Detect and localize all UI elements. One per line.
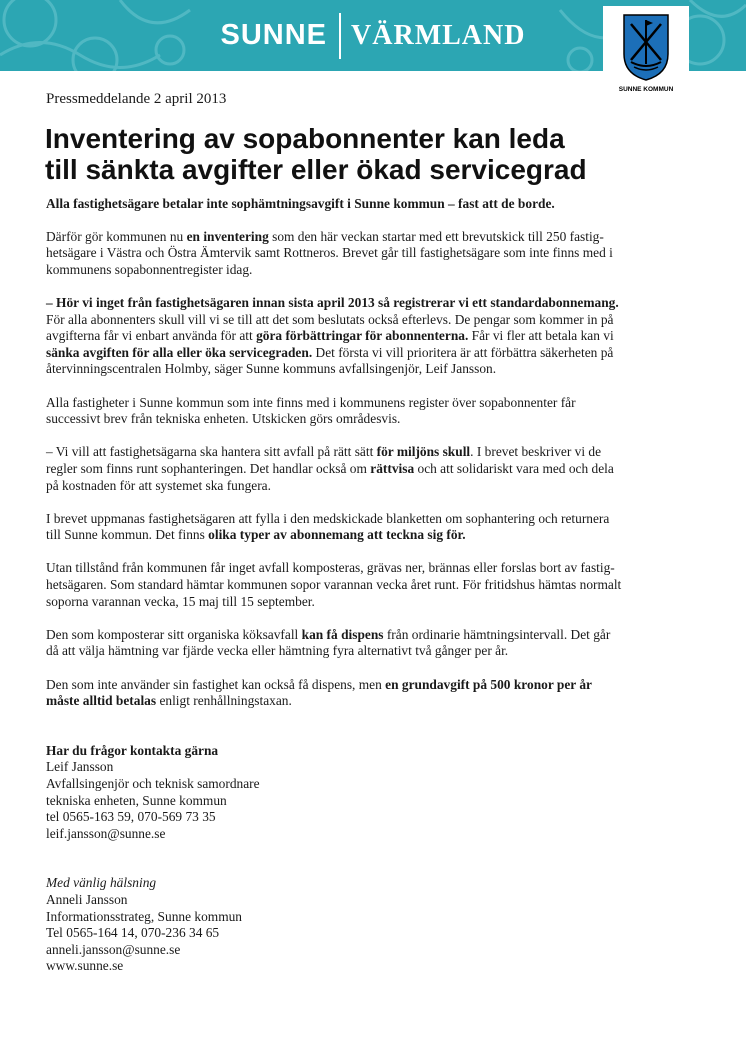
headline bbox=[45, 123, 587, 185]
contact-title: Avfallsingenjör och teknisk samordnare bbox=[46, 776, 260, 791]
signer-phone: Tel 0565-164 14, 070-236 34 65 bbox=[46, 925, 220, 941]
brand-varmland: VÄRMLAND bbox=[351, 19, 526, 51]
contact-heading: Har du frågor kontakta gärna bbox=[46, 742, 219, 758]
signer-email: anneli.jansson@sunne.se bbox=[46, 941, 181, 957]
coat-of-arms-icon bbox=[621, 12, 671, 82]
contact-name: Leif Jansson bbox=[46, 759, 114, 775]
article-body bbox=[46, 196, 696, 975]
headline-line: till sänkta avgifter eller ökad servicegrad bbox=[45, 154, 587, 185]
website: www.sunne.se bbox=[46, 958, 124, 974]
press-release-date: Pressmeddelande 2 april 2013 bbox=[46, 91, 227, 107]
municipality-crest bbox=[603, 6, 689, 96]
paragraph: Den som inte använder sin fastighet kan också få dispens, men en grundavgift på 500 kronor per år måste alltid betalas enligt renhållningstaxan. bbox=[46, 676, 592, 709]
crest-label: SUNNE KOMMUN bbox=[618, 86, 674, 93]
paragraph: – Vi vill att fastighetsägarna ska hantera sitt avfall på rätt sätt för miljöns skull. I brevet beskriver vi de regler som finns runt sophanteringen. Det handlar också om rättvisa och att solidariskt vara med och dela på kostnaden för att systemet ska fungera. bbox=[46, 444, 614, 493]
paragraph: Alla fastigheter i Sunne kommun som inte finns med i kommunens register över sopabonnenter får successivt brev från tekniska enheten. Utskicken görs områdesvis. bbox=[46, 394, 576, 427]
signer-name: Anneli Jansson bbox=[46, 891, 128, 907]
contact-phone: tel 0565-163 59, 070-569 73 35 bbox=[46, 809, 216, 825]
headline-line: Inventering av sopabonnenter kan leda bbox=[45, 123, 565, 154]
signature-block bbox=[46, 875, 696, 975]
paragraph: Den som komposterar sitt organiska köksavfall kan få dispens från ordinarie hämtningsintervall. Det går då att välja hämtning var fjärde vecka eller hämtning fyra alternativt två gånger per år. bbox=[46, 626, 611, 659]
contact-block bbox=[46, 743, 696, 843]
lead-paragraph: Alla fastighetsägare betalar inte sophämtningsavgift i Sunne kommun – fast att de borde. bbox=[46, 196, 555, 211]
contact-email: leif.jansson@sunne.se bbox=[46, 825, 166, 841]
paragraph: – Hör vi inget från fastighetsägaren innan sista april 2013 så registrerar vi ett standardabonnemang. För alla abonnenters skull vill vi se till att det som beslutats också efterlevs. De pengar som kommer in på avgifterna får vi enbart använda för att göra förbättringar för abonnenterna. Får vi fler att betala kan vi sänka avgiften för alla eller öka servicegraden. Det första vi vill prioritera är att förbättra säkerheten på återvinningscentralen Holmby, säger Sunne kommuns avfallsingenjör, Leif Jansson. bbox=[46, 294, 619, 377]
brand-sunne: SUNNE bbox=[220, 19, 328, 51]
contact-org: tekniska enheten, Sunne kommun bbox=[46, 792, 227, 808]
signer-title: Informationsstrateg, Sunne kommun bbox=[46, 908, 242, 924]
greeting: Med vänlig hälsning bbox=[46, 875, 157, 891]
paragraph: Därför gör kommunen nu en inventering som den här veckan startar med ett brevutskick till 250 fastig- hetsägare i Västra och Östra Ämtervik samt Rottneros. Brevet går till fastighetsägare som inte finns med i kommunens sopabonnentregister idag. bbox=[46, 228, 613, 277]
paragraph: I brevet uppmanas fastighetsägaren att fylla i den medskickade blanketten om sophantering och returnera till Sunne kommun. Det finns olika typer av abonnemang att teckna sig för. bbox=[46, 510, 610, 543]
paragraph: Utan tillstånd från kommunen får inget avfall komposteras, grävas ner, brännas eller forslas bort av fastig- hetsägaren. Som standard hämtar kommunen sopor varannan vecka året runt. För fritidshus hämtas normalt soporna varannan vecka, 15 maj till 15 september. bbox=[46, 560, 622, 609]
